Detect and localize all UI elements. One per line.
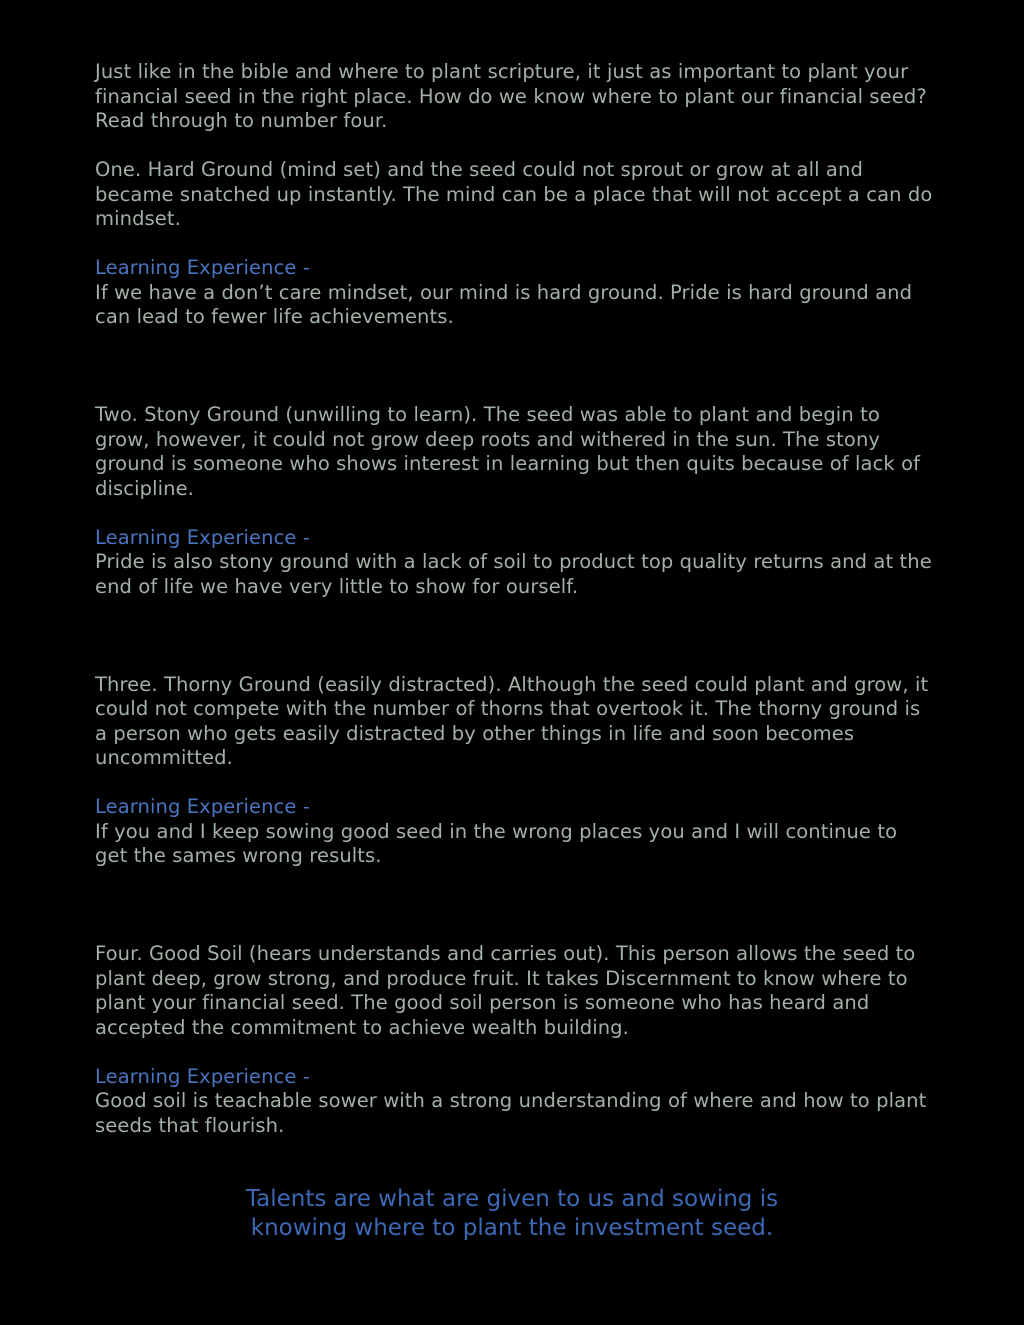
learning-experience-heading: Learning Experience -: [95, 795, 310, 818]
section-description: One. Hard Ground (mind set) and the seed could not sprout or grow at all and became snatched up instantly. The mind can be a place that will not accept a can do mindset.: [95, 158, 933, 230]
learning-experience-body: If we have a don’t care mindset, our mind is hard ground. Pride is hard ground and can lead to fewer life achievements.: [95, 280, 913, 328]
section-thorny-ground: [95, 673, 935, 869]
learning-experience-heading: Learning Experience -: [95, 1064, 310, 1088]
section-stony-ground: [95, 403, 935, 599]
content-column: [95, 60, 935, 1138]
learning-experience-body: Good soil is teachable sower with a strong understanding of where and how to plant seeds that flourish.: [95, 1089, 927, 1137]
learning-experience-body: If you and I keep sowing good seed in the wrong places you and I will continue to get the sames wrong results.: [95, 819, 898, 867]
learning-experience-body: Pride is also stony ground with a lack of soil to product top quality returns and at the end of life we have very little to show for ourself.: [95, 550, 932, 598]
closing-quote: [0, 1185, 1024, 1243]
closing-line-2: knowing where to plant the investment seed.: [250, 1215, 774, 1241]
section-description: Four. Good Soil (hears understands and carries out). This person allows the seed to plant deep, grow strong, and produce fruit. It takes Discernment to know where to plant your financial seed. The good soil person is someone who has heard and accepted the commitment to achieve wealth building.: [95, 942, 916, 1039]
learning-experience-heading: Learning Experience -: [95, 256, 310, 279]
intro-paragraph: Just like in the bible and where to plant scripture, it just as important to plant your financial seed in the right place. How do we know where to plant our financial seed? Read through to number four.: [95, 60, 927, 132]
learning-experience-heading: Learning Experience -: [95, 525, 310, 549]
closing-line-1: Talents are what are given to us and sowing is: [245, 1186, 779, 1212]
section-hard-ground: [95, 158, 935, 330]
section-good-soil: [95, 942, 935, 1138]
section-description: Two. Stony Ground (unwilling to learn). The seed was able to plant and begin to grow, however, it could not grow deep roots and withered in the sun. The stony ground is someone who shows interest in learning but then quits because of lack of discipline.: [95, 403, 921, 500]
section-description: Three. Thorny Ground (easily distracted). Although the seed could plant and grow, it could not compete with the number of thorns that overtook it. The thorny ground is a person who gets easily distracted by other things in life and soon becomes uncommitted.: [95, 672, 929, 769]
